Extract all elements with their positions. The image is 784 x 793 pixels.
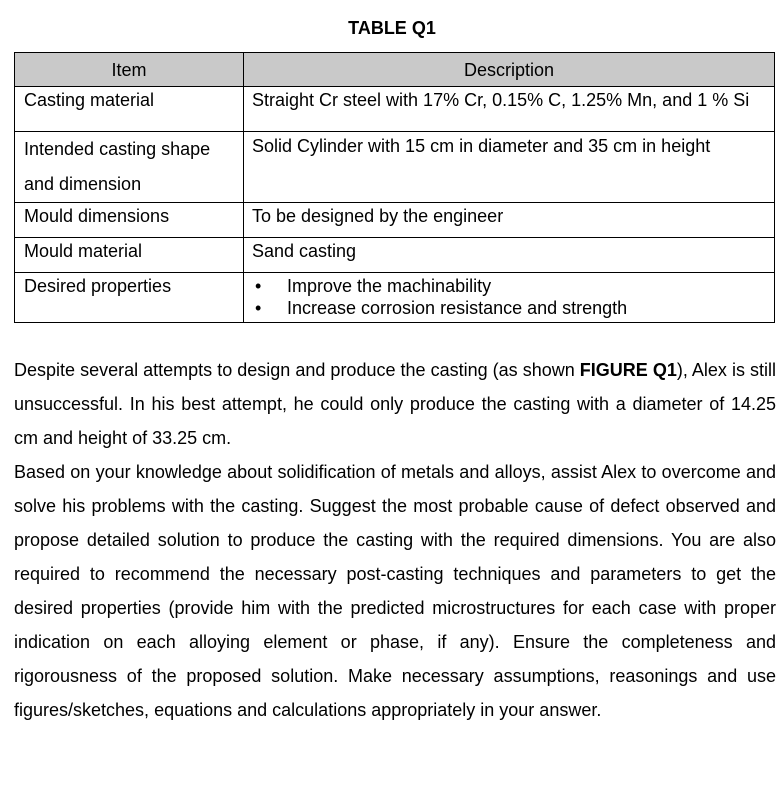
row-description: To be designed by the engineer xyxy=(244,203,775,238)
row-description: Sand casting xyxy=(244,238,775,273)
table-q1 xyxy=(14,52,775,323)
row-description: Solid Cylinder with 15 cm in diameter and 35 cm in height xyxy=(244,132,775,203)
table-row xyxy=(15,87,775,132)
header-description: Description xyxy=(244,53,775,87)
table-row xyxy=(15,273,775,323)
table-row xyxy=(15,203,775,238)
figure-reference: FIGURE Q1 xyxy=(579,360,677,380)
list-item: • Increase corrosion resistance and strength xyxy=(252,297,774,319)
header-item: Item xyxy=(15,53,244,87)
row-item: Mould material xyxy=(15,238,244,273)
list-item: • Improve the machinability xyxy=(252,275,774,297)
table-row xyxy=(15,238,775,273)
row-description: Straight Cr steel with 17% Cr, 0.15% C, 1.25% Mn, and 1 % Si xyxy=(244,87,775,132)
row-description xyxy=(244,273,775,323)
paragraph-text: Despite several attempts to design and produce the casting (as shown xyxy=(14,360,580,380)
desired-properties-list xyxy=(252,275,774,319)
row-item: Desired properties xyxy=(15,273,244,323)
row-item: Mould dimensions xyxy=(15,203,244,238)
table-header-row xyxy=(15,53,775,87)
paragraph-attempts xyxy=(14,353,776,455)
table-title: TABLE Q1 xyxy=(348,18,436,38)
row-item: Intended casting shape and dimension xyxy=(15,132,244,203)
table-row xyxy=(15,132,775,203)
paragraph-text: ), Alex is still unsuccessful. In his best attempt, he could only produce the casting with a diameter of 14.25 cm and height of 33.25 cm. xyxy=(14,360,776,448)
paragraph-task: Based on your knowledge about solidification of metals and alloys, assist Alex to overcome and solve his problems with the casting. Suggest the most probable cause of defect observed and propose detailed solution to produce the casting with the required dimensions. You are also required to recommend the necessary post-casting techniques and parameters to get the desired properties (provide him with the predicted microstructures for each case with proper indication on each alloying element or phase, if any). Ensure the completeness and rigorousness of the proposed solution. Make necessary assumptions, reasonings and use figures/sketches, equations and calculations appropriately in your answer. xyxy=(14,462,776,720)
row-item: Casting material xyxy=(15,87,244,132)
